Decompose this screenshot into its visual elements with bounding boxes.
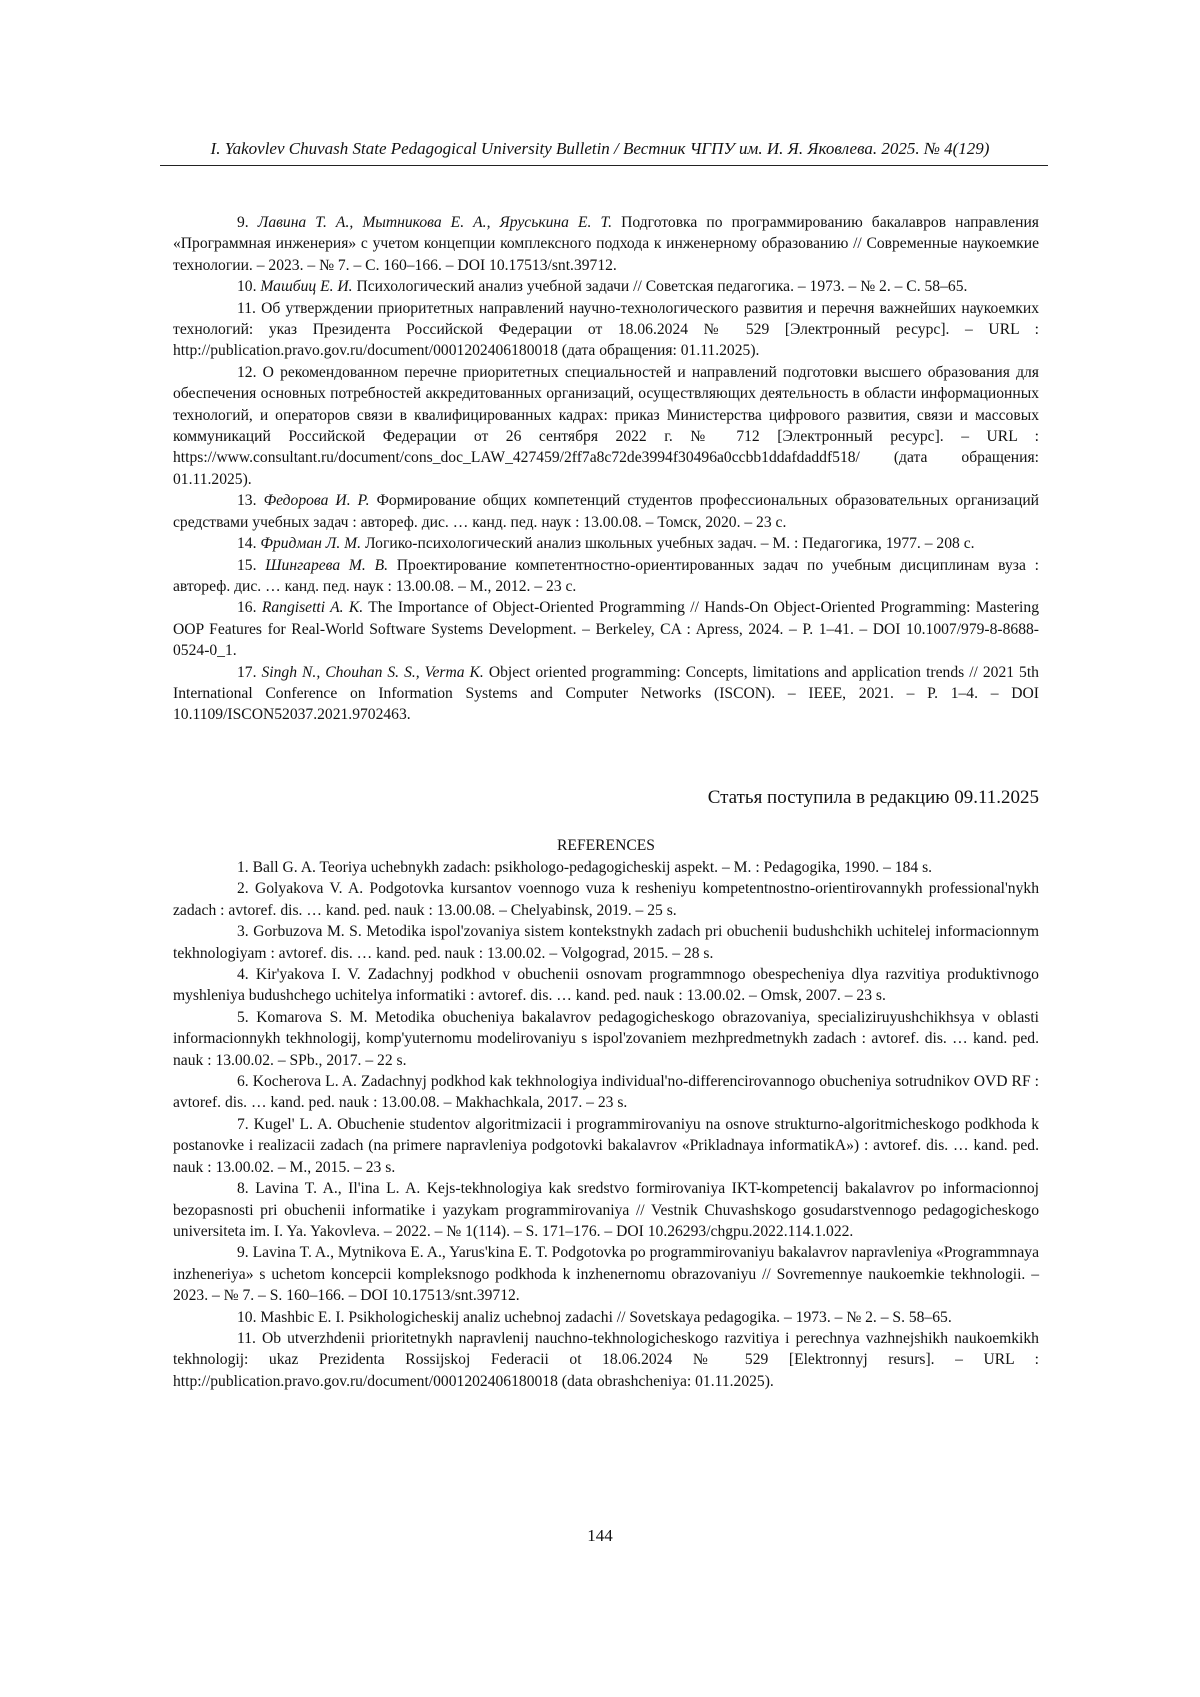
- reference-text: О рекомендованном перечне приоритетных специальностей и направлений подготовки высшего образования для обеспечения основных потребностей аккредитованных организаций, осуществляющих деятельность в области информационных технологий, и операторов связи в квалифицированных кадрах: приказ Министерства цифрового развития, связи и массовых коммуникаций Российской Федерации от 26 сентября 2022 г. № 712 [Электронный ресурс]. – URL : https://www.consultant.ru/document/cons_doc_LAW_427459/2ff7a8c72de3994f30496a0ccbb1ddafdaddf518/ (дата обращения: 01.11.2025).: [173, 363, 1039, 488]
- reference-authors: Rangisetti A. K.: [261, 599, 364, 617]
- reference-number: 3.: [237, 923, 249, 941]
- reference-text: Kugel' L. A. Obuchenie studentov algoritmizacii i programmirovaniyu na osnove strukturno-algoritmicheskogo podkhoda k postanovke i realizacii zadach (na primere napravleniya podgotovki bakalavrov «Prikladnaya informatikA») : avtoref. dis. … kand. ped. nauk : 13.00.02. – M., 2015. – 23 s.: [173, 1115, 1039, 1176]
- reference-number: 12.: [237, 363, 257, 381]
- reference-number: 9.: [237, 214, 249, 231]
- reference-item: [173, 362, 1039, 490]
- received-date-note: Статья поступила в редакцию 09.11.2025: [707, 787, 1039, 808]
- reference-number: 16.: [237, 599, 257, 617]
- reference-number: 13.: [237, 492, 257, 510]
- reference-authors: Шингарева М. В.: [265, 556, 389, 574]
- reference-text: Психологический анализ учебной задачи // Советская педагогика. – 1973. – № 2. – С. 58–65.: [356, 278, 968, 296]
- reference-number: 1.: [237, 859, 249, 876]
- reference-item: [173, 298, 1039, 362]
- reference-item: [173, 1178, 1039, 1242]
- reference-number: 7.: [237, 1115, 249, 1133]
- reference-item: [173, 490, 1039, 533]
- reference-text: Komarova S. M. Metodika obucheniya bakalavrov pedagogicheskogo obrazovaniya, specializiruyushchikhsya v oblasti informacionnykh tekhnologij, komp'yuternomu modelirovaniyu s ispol'zovaniem mezhpredmetnykh zadach : avtoref. dis. … kand. ped. nauk : 13.00.02. – SPb., 2017. – 22 s.: [173, 1008, 1039, 1069]
- reference-item: [173, 878, 1039, 921]
- reference-number: 5.: [237, 1008, 249, 1026]
- reference-item: [173, 921, 1039, 964]
- reference-text: Mashbic E. I. Psikhologicheskij analiz uchebnoj zadachi // Sovetskaya pedagogika. – 1973. – № 2. – S. 58–65.: [260, 1308, 952, 1326]
- reference-item: [173, 212, 1039, 276]
- page-number: 144: [587, 1526, 613, 1545]
- reference-number: 8.: [237, 1180, 249, 1198]
- reference-text: Об утверждении приоритетных направлений научно-технологического развития и перечня важнейших наукоемких технологий: указ Президента Российской Федерации от 18.06.2024 № 529 [Электронный ресурс]. – URL : http://publication.pravo.gov.ru/document/0001202406180018 (дата обращения: 01.11.2025).: [173, 299, 1039, 360]
- reference-authors: Федорова И. Р.: [263, 492, 370, 510]
- reference-number: 10.: [237, 1308, 257, 1326]
- reference-item: [173, 662, 1039, 726]
- reference-text: Логико-психологический анализ школьных учебных задач. – М. : Педагогика, 1977. – 208 с.: [364, 535, 975, 553]
- reference-number: 14.: [237, 535, 257, 553]
- references-list-ru: [173, 212, 1039, 726]
- reference-text: Lavina T. A., Il'ina L. A. Kejs-tekhnologiya kak sredstvo formirovaniya IKT-kompetencij bakalavrov po informacionnoj bezopasnosti pri obuchenii informatike i yazykam programmirovaniya // Vestnik Chuvashskogo gosudarstvennogo pedagogicheskogo universiteta im. I. Ya. Yakovleva. – 2022. – № 1(114). – S. 171–176. – DOI 10.26293/chgpu.2022.114.1.022.: [173, 1180, 1039, 1240]
- reference-number: 9.: [237, 1244, 249, 1262]
- reference-text: Gorbuzova M. S. Metodika ispol'zovaniya sistem kontekstnykh zadach pri obuchenii budushchikh uchitelej informacionnym tekhnologiyam : avtoref. dis. … kand. ped. nauk : 13.00.02. – Volgograd, 2015. – 28 s.: [173, 923, 1039, 962]
- reference-text: The Importance of Object-Oriented Programming // Hands-On Object-Oriented Programming: Mastering OOP Features for Real-World Software Systems Development. – Berkeley, CA : Apress, 2024. – P. 1–41. – DOI 10.1007/979-8-8688-0524-0_1.: [173, 599, 1039, 660]
- reference-number: 6.: [237, 1073, 249, 1091]
- reference-number: 11.: [237, 1329, 256, 1347]
- reference-text: Проектирование компетентностно-ориентированных задач по учебным дисциплинам вуза : автореф. дис. … канд. пед. наук : 13.00.08. – М., 2012. – 23 с.: [173, 556, 1039, 595]
- reference-item: [173, 1114, 1039, 1178]
- reference-number: 10.: [237, 278, 257, 296]
- reference-number: 11.: [237, 299, 256, 317]
- reference-item: [173, 1007, 1039, 1071]
- reference-number: 15.: [237, 556, 257, 574]
- reference-authors: Лавина Т. А., Мытникова Е. А., Яруськина Е. Т.: [257, 214, 613, 231]
- reference-text: Формирование общих компетенций студентов профессиональных образовательных организаций средствами учебных задач : автореф. дис. … канд. пед. наук : 13.00.08. – Томск, 2020. – 23 с.: [173, 492, 1040, 531]
- reference-text: Golyakova V. A. Podgotovka kursantov voennogo vuza k resheniyu kompetentnostno-orientirovannykh professional'nykh zadach : avtoref. dis. … kand. ped. nauk : 13.00.08. – Chelyabinsk, 2019. – 25 s.: [173, 880, 1039, 919]
- reference-number: 2.: [237, 880, 249, 898]
- reference-item: [173, 555, 1039, 598]
- header-divider: [160, 165, 1048, 166]
- running-header: I. Yakovlev Chuvash State Pedagogical University Bulletin / Вестник ЧГПУ им. И. Я. Яковлева. 2025. № 4(129): [210, 139, 990, 158]
- reference-authors: Singh N., Chouhan S. S., Verma K.: [261, 663, 484, 681]
- reference-text: Подготовка по программированию бакалавров направления «Программная инженерия» с учетом концепции комплексного подхода к инженерному образованию // Современные наукоемкие технологии. – 2023. – № 7. – С. 160–166. – DOI 10.17513/snt.39712.: [173, 214, 1039, 274]
- reference-item: [173, 597, 1039, 661]
- reference-number: 17.: [237, 663, 257, 681]
- reference-item: [173, 533, 1039, 554]
- reference-item: [173, 1328, 1039, 1392]
- reference-text: Kir'yakova I. V. Zadachnyj podkhod v obuchenii osnovam programmnogo obespecheniya dlya razvitiya produktivnogo myshleniya budushchego uchitelya informatiki : avtoref. dis. … kand. ped. nauk : 13.00.02. – Omsk, 2007. – 23 s.: [173, 966, 1039, 1005]
- reference-text: Object oriented programming: Concepts, limitations and application trends // 2021 5th International Conference on Information Systems and Computer Networks (ISCON). – IEEE, 2021. – P. 1–4. – DOI 10.1109/ISCON52037.2021.9702463.: [173, 663, 1039, 724]
- reference-item: [173, 964, 1039, 1007]
- reference-text: Kocherova L. A. Zadachnyj podkhod kak tekhnologiya individual'no-differencirovannogo obucheniya sotrudnikov OVD RF : avtoref. dis. … kand. ped. nauk : 13.00.08. – Makhachkala, 2017. – 23 s.: [173, 1073, 1039, 1112]
- reference-text: Ball G. A. Teoriya uchebnykh zadach: psikhologo-pedagogicheskij aspekt. – M. : Pedagogika, 1990. – 184 s.: [252, 859, 933, 876]
- reference-item: [173, 276, 1039, 297]
- reference-item: [173, 1071, 1039, 1114]
- reference-item: [173, 1307, 1039, 1328]
- references-heading: REFERENCES: [557, 837, 655, 854]
- reference-authors: Фридман Л. М.: [260, 535, 362, 553]
- references-list-en: [173, 857, 1039, 1392]
- reference-text: Ob utverzhdenii prioritetnykh napravlenij nauchno-tekhnologicheskogo razvitiya i perechnya vazhnejshikh naukoemkikh tekhnologij: ukaz Prezidenta Rossijskoj Federacii ot 18.06.2024 № 529 [Elektronnyj resurs]. – URL : http://publication.pravo.gov.ru/document/0001202406180018 (data obrashcheniya: 01.11.2025).: [173, 1329, 1039, 1390]
- reference-text: Lavina T. A., Mytnikova E. A., Yarus'kina E. T. Podgotovka po programmirovaniyu bakalavrov napravleniya «Programmnaya inzheneriya» s uchetom koncepcii kompleksnogo podkhoda k inzhenernomu obrazovaniyu // Sovremennye naukoemkie tekhnologii. – 2023. – № 7. – S. 160–166. – DOI 10.17513/snt.39712.: [173, 1244, 1039, 1305]
- reference-number: 4.: [237, 966, 249, 984]
- reference-item: [173, 1242, 1039, 1306]
- reference-authors: Машбиц Е. И.: [260, 278, 353, 296]
- reference-item: [173, 857, 1039, 878]
